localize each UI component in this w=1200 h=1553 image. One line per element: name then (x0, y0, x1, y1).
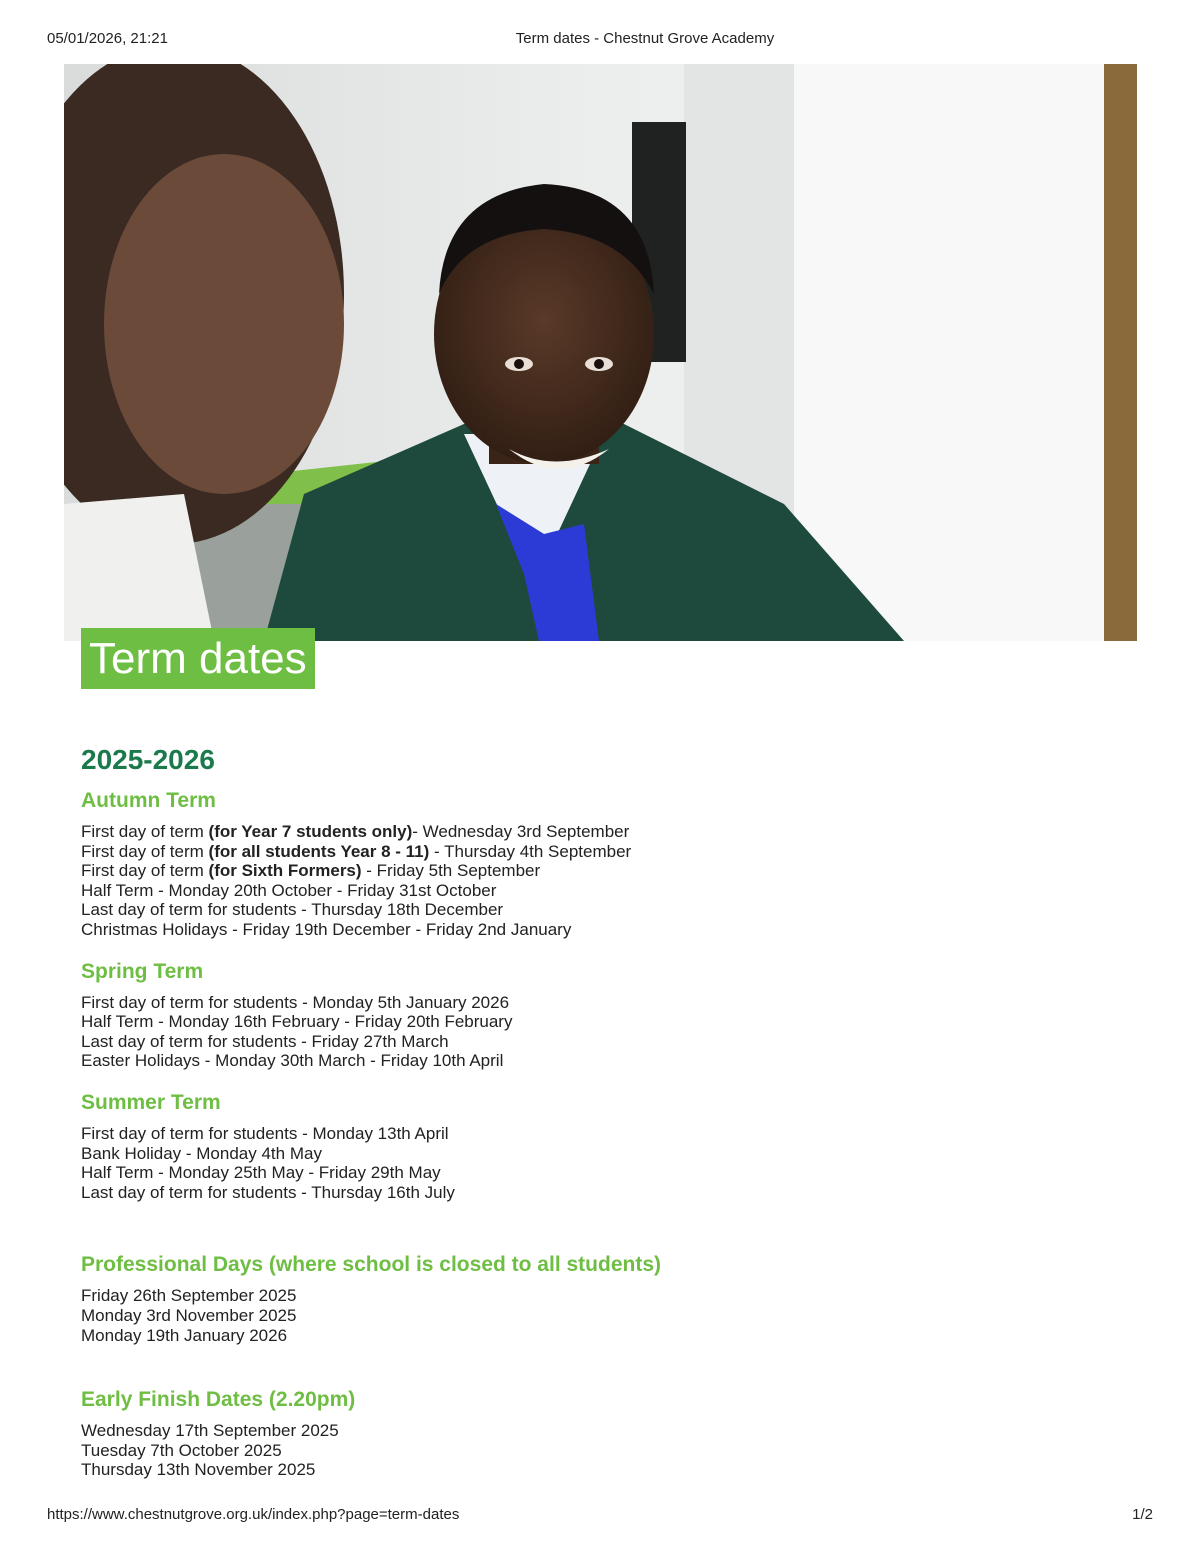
hero-image (64, 64, 1137, 641)
summer-term-heading: Summer Term (81, 1090, 221, 1114)
page-title: Term dates (81, 628, 315, 689)
autumn-term-list (81, 822, 1081, 940)
list-item: Monday 3rd November 2025 (81, 1305, 297, 1325)
list-item (81, 861, 1081, 881)
list-item-emphasis: (for Year 7 students only) (208, 822, 413, 841)
list-item-emphasis: (for all students Year 8 - 11) (208, 841, 430, 861)
list-item-text: - Thursday 4th September (429, 841, 632, 861)
list-item: First day of term for students - Monday 5th January 2026 (81, 992, 510, 1012)
summer-term-list (81, 1124, 1081, 1202)
list-item-text: First day of term (81, 861, 209, 881)
list-item (81, 822, 1081, 842)
list-item: Friday 26th September 2025 (81, 1286, 297, 1306)
list-item (81, 900, 1081, 920)
page-indicator: 1/2 (1132, 1506, 1153, 1523)
early-finish-list (81, 1421, 1081, 1480)
spring-term-list (81, 993, 1081, 1071)
print-doc-title: Term dates - Chestnut Grove Academy (515, 30, 775, 47)
list-item (81, 842, 1081, 862)
list-item-text: First day of term (81, 822, 209, 841)
year-heading: 2025-2026 (81, 744, 215, 775)
list-item: Wednesday 17th September 2025 (81, 1421, 339, 1441)
professional-days-heading: Professional Days (where school is closed to all students) (81, 1253, 661, 1277)
print-header (47, 30, 1153, 50)
print-url: https://www.chestnutgrove.org.uk/index.php?page=term-dates (47, 1506, 460, 1523)
print-footer (47, 1506, 1153, 1526)
list-item-text: Christmas Holidays - Friday 19th December - Friday 2nd January (81, 919, 572, 939)
autumn-term-heading: Autumn Term (81, 789, 216, 812)
list-item: Tuesday 7th October 2025 (81, 1440, 282, 1460)
list-item: First day of term for students - Monday 13th April (81, 1123, 449, 1143)
list-item: Last day of term for students - Friday 27th March (81, 1031, 449, 1051)
print-datetime: 05/01/2026, 21:21 (47, 30, 168, 47)
list-item-text: Last day of term for students - Thursday 18th December (81, 900, 504, 920)
list-item: Half Term - Monday 16th February - Friday 20th February (81, 1012, 513, 1032)
list-item-text: Half Term - Monday 20th October - Friday 31st October (81, 880, 497, 900)
list-item: Easter Holidays - Monday 30th March - Friday 10th April (81, 1051, 504, 1071)
list-item: Bank Holiday - Monday 4th May (81, 1143, 322, 1163)
list-item (81, 881, 1081, 901)
main-content (81, 740, 1081, 1480)
list-item-text: First day of term (81, 841, 209, 861)
list-item: Half Term - Monday 25th May - Friday 29th May (81, 1163, 441, 1183)
list-item-text: - Friday 5th September (361, 861, 541, 881)
photo-students-icon (64, 64, 1137, 641)
professional-days-list (81, 1286, 1081, 1345)
early-finish-heading: Early Finish Dates (2.20pm) (81, 1388, 356, 1412)
list-item (81, 920, 1081, 940)
list-item-emphasis: (for Sixth Formers) (208, 861, 362, 881)
list-item-text: - Wednesday 3rd September (412, 822, 630, 841)
spring-term-heading: Spring Term (81, 959, 204, 983)
list-item: Thursday 13th November 2025 (81, 1460, 316, 1480)
list-item: Last day of term for students - Thursday 16th July (81, 1182, 455, 1202)
list-item: Monday 19th January 2026 (81, 1325, 288, 1345)
